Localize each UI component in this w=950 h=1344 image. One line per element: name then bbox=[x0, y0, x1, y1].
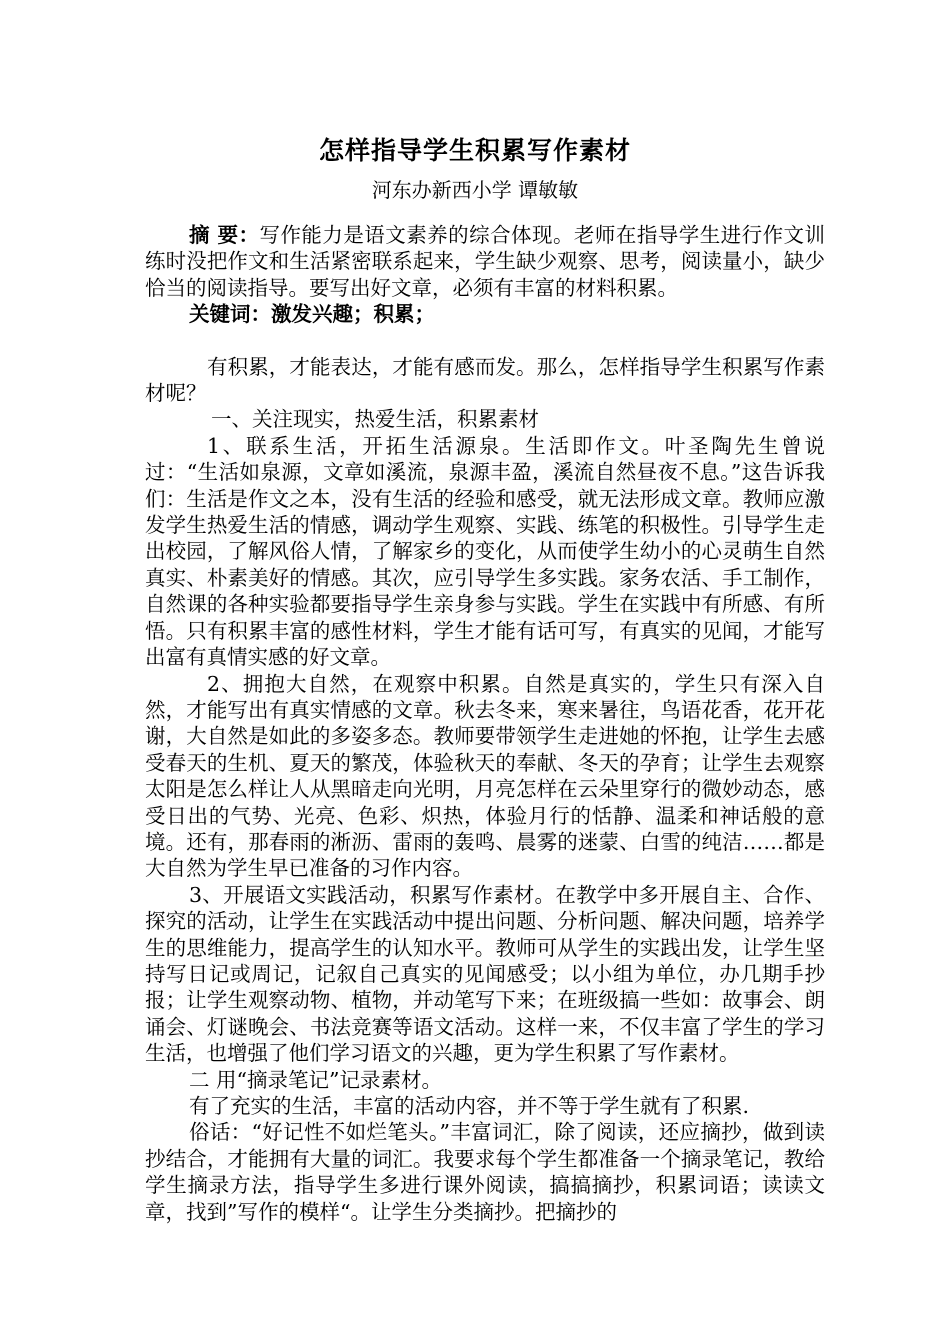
document-body bbox=[145, 222, 825, 1225]
document-author: 河东办新西小学 谭敏敏 bbox=[371, 178, 579, 202]
keywords-line: 关键词：激发兴趣；积累； bbox=[189, 302, 435, 327]
section-1-heading: 一、关注现实，热爱生活，积累素材 bbox=[211, 407, 539, 432]
section-2-heading: 二 用“摘录笔记”记录素材。 bbox=[189, 1067, 442, 1092]
abstract-paragraph bbox=[145, 222, 825, 301]
paragraph-gap bbox=[145, 328, 825, 354]
paragraph-5: 俗话：“好记性不如烂笔头。”丰富词汇，除了阅读，还应摘抄，做到读抄结合，才能拥有大量的词汇。我要求每个学生都准备一个摘录笔记，教给学生摘录方法，指导学生多进行课外阅读，搞搞摘抄，积累词语；读读文章，找到”写作的模样“。让学生分类摘抄。把摘抄的 bbox=[145, 1120, 825, 1224]
paragraph-1: 1、联系生活，开拓生活源泉。生活即作文。叶圣陶先生曾说过：“生活如泉源，文章如溪流，泉源丰盈，溪流自然昼夜不息。”这告诉我们：生活是作文之本，没有生活的经验和感受，就无法形成文章。教师应激发学生热爱生活的情感，调动学生观察、实践、练笔的积极性。引导学生走出校园，了解风俗人情，了解家乡的变化，从而使学生幼小的心灵萌生自然真实、朴素美好的情感。其次，应引导学生多实践。家务农活、手工制作，自然课的各种实验都要指导学生亲身参与实践。学生在实践中有所感、有所悟。只有积累丰富的感性材料，学生才能有话可写，有真实的见闻，才能写出富有真情实感的好文章。 bbox=[145, 433, 825, 670]
paragraph-3: 3、开展语文实践活动，积累写作素材。在教学中多开展自主、合作、探究的活动，让学生在实践活动中提出问题、分析问题、解决问题，培养学生的思维能力，提高学生的认知水平。教师可从学生的实践出发，让学生坚持写日记或周记，记叙自己真实的见闻感受；以小组为单位，办几期手抄报；让学生观察动物、植物，并动笔写下来；在班级搞一些如：故事会、朗诵会、灯谜晚会、书法竞赛等语文活动。这样一来，不仅丰富了学生的学习生活，也增强了他们学习语文的兴趣，更为学生积累了写作素材。 bbox=[145, 882, 825, 1066]
intro-paragraph: 有积累，才能表达，才能有感而发。那么，怎样指导学生积累写作素材呢？ bbox=[145, 354, 825, 406]
paragraph-4: 有了充实的生活，丰富的活动内容，并不等于学生就有了积累. bbox=[189, 1094, 750, 1118]
abstract-text: 写作能力是语文素养的综合体现。老师在指导学生进行作文训练时没把作文和生活紧密联系起来，学生缺少观察、思考，阅读量小，缺少恰当的阅读指导。要写出好文章，必须有丰富的材料积累。 bbox=[145, 223, 826, 300]
paragraph-2: 2、拥抱大自然，在观察中积累。自然是真实的，学生只有深入自然，才能写出有真实情感的文章。秋去冬来，寒来暑往，鸟语花香，花开花谢，大自然是如此的多姿多态。教师要带领学生走进她的怀抱，让学生去感受春天的生机、夏天的繁茂，体验秋天的奉献、冬天的孕育；让学生去观察太阳是怎么样让人从黑暗走向光明，月亮怎样在云朵里穿行的微妙动态，感受日出的气势、光亮、色彩、炽热，体验月行的恬静、温柔和神话般的意境。还有，那春雨的淅沥、雷雨的轰鸣、晨雾的迷蒙、白雪的纯洁……都是大自然为学生早已准备的习作内容。 bbox=[145, 671, 825, 881]
document-title: 怎样指导学生积累写作素材 bbox=[318, 136, 631, 165]
abstract-label: 摘 要： bbox=[189, 223, 260, 247]
